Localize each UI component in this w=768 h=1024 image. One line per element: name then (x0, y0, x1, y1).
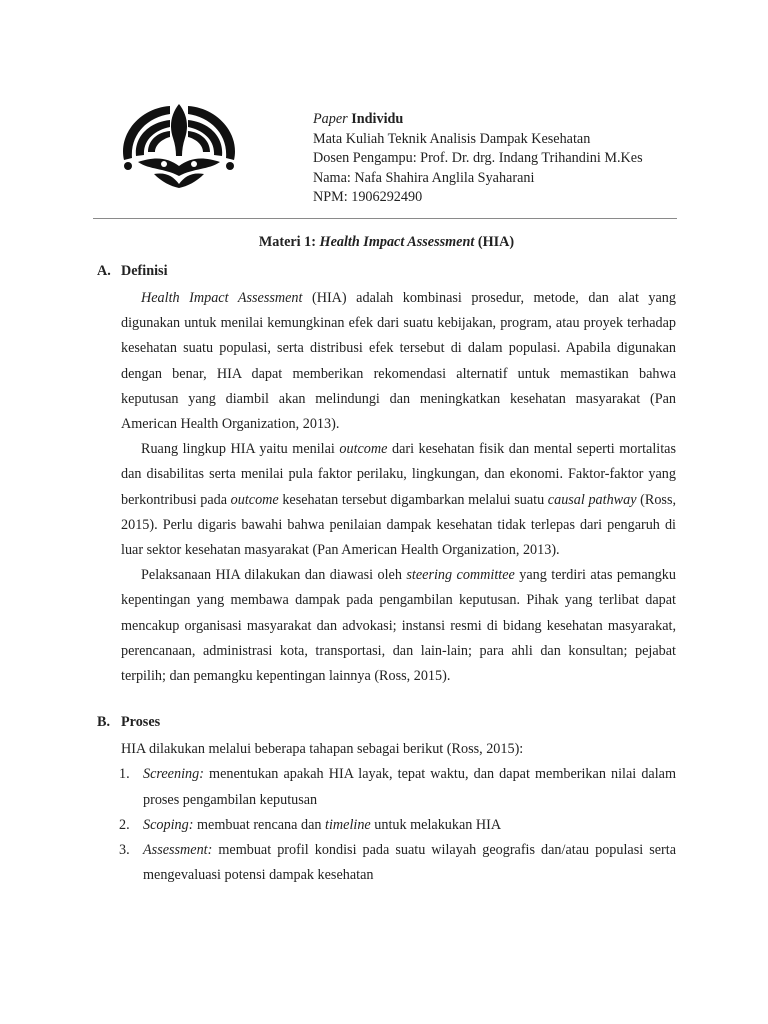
section-a-title: Definisi (121, 263, 168, 279)
definition-paragraph-1 (121, 286, 676, 437)
paper-type (313, 110, 643, 130)
document-body (97, 232, 676, 888)
italic-term: Health Impact Assessment (141, 290, 303, 306)
document-header (313, 110, 643, 208)
student-name-line: Nama: Nafa Shahira Anglila Syaharani (313, 169, 535, 186)
italic-term: Scoping: (143, 816, 194, 833)
definition-paragraph-2 (121, 437, 676, 563)
paper-type-bold: Individu (351, 111, 404, 127)
section-a-heading (97, 261, 676, 281)
italic-term: causal pathway (547, 491, 637, 508)
section-b-heading (97, 712, 676, 732)
italic-term: timeline (325, 816, 371, 833)
paper-type-italic: Paper (313, 111, 348, 127)
lecturer-line: Dosen Pengampu: Prof. Dr. drg. Indang Trihandini M.Kes (313, 150, 643, 167)
text-run: menentukan apakah HIA layak, tepat waktu, dan dapat memberikan nilai dalam proses pengambilan keputusan (143, 766, 676, 808)
section-spacer (97, 689, 676, 712)
process-step (119, 762, 676, 812)
text-run: dari kesehatan fisik dan mental seperti mortalitas dan disabilitas serta menilai pula faktor perilaku, lingkungan, dan ekonomi. Faktor-faktor yang berkontribusi pada (121, 441, 676, 508)
text-run: (HIA) adalah kombinasi prosedur, metode, dan alat yang digunakan untuk menilai kemungkinan efek dari suatu kebijakan, program, atau proyek terhadap kesehatan suatu populasi, serta distribusi efek tersebut di dalam populasi. Apabila digunakan dengan benar, HIA dapat memberikan rekomendasi alternatif untuk memastikan bahwa keputusan yang diambil akan melindungi dan meningkatkan kesehatan masyarakat (Pan American Health Organization, 2013). (121, 290, 676, 433)
section-b-letter: B. (97, 714, 111, 731)
definition-paragraph-3 (121, 563, 676, 689)
title-prefix: Materi 1: (258, 234, 320, 250)
text-run: (Ross, 2015). Perlu digaris bawahi bahwa penilaian dampak kesehatan tidak terlepas dari pengaruh di luar sektor kesehatan masyarakat (Pan American Health Organization, 2013). (121, 491, 677, 559)
step-number: 3. (119, 842, 130, 859)
process-step (119, 838, 676, 888)
italic-term: outcome (339, 441, 388, 458)
text-run: yang terdiri atas pemangku kepentingan yang membawa dampak pada pengambilan keputusan. Pihak yang terlibat dapat mencakup organisasi masyarakat dan advokasi; instansi resmi di bidang kesehatan masyarakat, perencanaan, administrasi kota, transportasi, dan lain-lain; para ahli dan konsultan; pejabat terpilih; dan pemangku kepentingan lainnya (Ross, 2015). (121, 567, 676, 685)
italic-term: Screening: (143, 766, 204, 783)
title-suffix: (HIA) (474, 234, 515, 250)
section-a-letter: A. (97, 263, 111, 279)
course-line: Mata Kuliah Teknik Analisis Dampak Kesehatan (313, 130, 591, 147)
university-logo (118, 100, 240, 190)
text-run: Pelaksanaan HIA dilakukan dan diawasi oleh (141, 567, 407, 584)
process-steps-list (97, 762, 676, 888)
step-number: 1. (119, 766, 130, 783)
process-intro: HIA dilakukan melalui beberapa tahapan sebagai berikut (Ross, 2015): (121, 741, 524, 758)
italic-term: outcome (230, 491, 279, 508)
text-run: kesehatan tersebut digambarkan melalui suatu (278, 491, 548, 508)
title-italic: Health Impact Assessment (319, 234, 475, 250)
step-number: 2. (119, 816, 130, 833)
header-divider (93, 218, 677, 219)
text-run: membuat rencana dan (193, 816, 326, 833)
document-title (97, 232, 676, 252)
npm-line: NPM: 1906292490 (313, 189, 423, 206)
process-step (119, 813, 676, 838)
italic-term: Assessment: (143, 842, 213, 859)
text-run: Ruang lingkup HIA yaitu menilai (141, 441, 340, 458)
section-b-title: Proses (121, 714, 161, 731)
text-run: untuk melakukan HIA (370, 816, 502, 833)
text-run: membuat profil kondisi pada suatu wilayah geografis dan/atau populasi serta mengevaluasi potensi dampak kesehatan (143, 842, 676, 884)
italic-term: steering committee (406, 567, 515, 584)
